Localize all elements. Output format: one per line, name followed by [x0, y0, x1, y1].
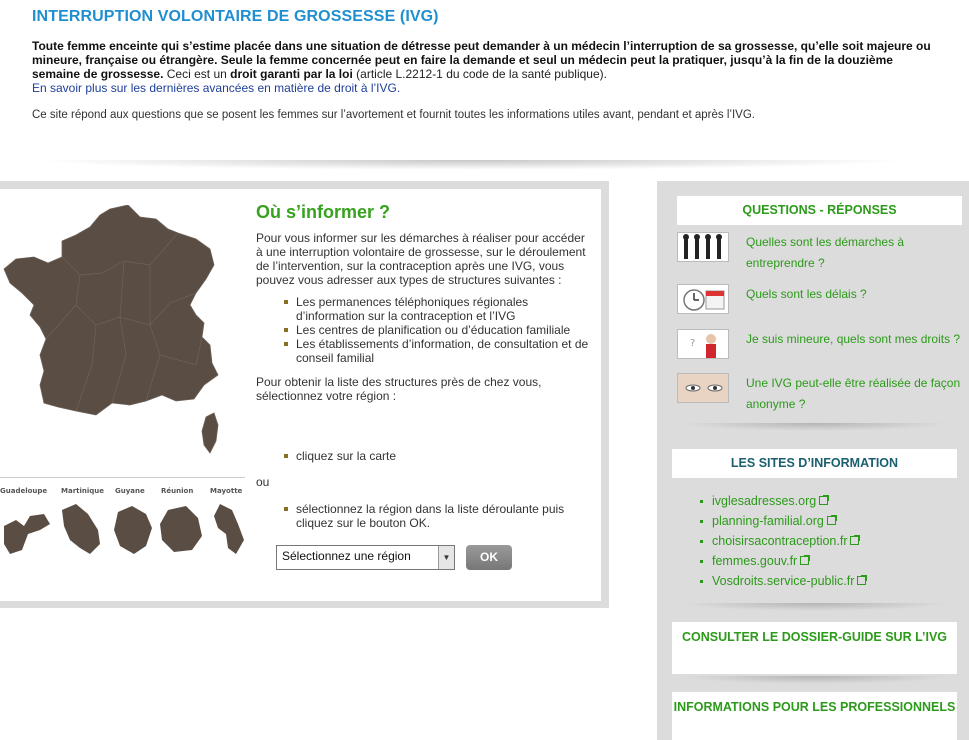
- guadeloupe-label: Guadeloupe: [0, 487, 48, 495]
- reunion-shape[interactable]: [160, 506, 202, 552]
- site-link-text[interactable]: Vosdroits.service-public.fr: [712, 574, 855, 588]
- info-sites-list: [700, 491, 866, 591]
- girl-question-icon: [677, 329, 729, 359]
- site-description: Ce site répond aux questions que se posent les femmes sur l’avortement et fournit toutes les informations utiles avant, pendant et après l’IVG.: [32, 109, 755, 121]
- page-header: [32, 8, 932, 121]
- structure-item: Les permanences téléphoniques régionales d’information sur la contraception et l’IVG: [284, 295, 591, 323]
- site-link[interactable]: [700, 491, 866, 511]
- external-link-icon: [819, 496, 828, 505]
- option-select-list-text: sélectionnez la région dans la liste déroulante puis cliquez sur le bouton OK.: [296, 502, 565, 530]
- corsica-shape[interactable]: [202, 413, 218, 453]
- or-text: ou: [256, 475, 270, 489]
- option-click-map: [284, 449, 584, 463]
- intro-bold-law: droit garanti par la loi: [230, 67, 353, 81]
- site-link-text[interactable]: femmes.gouv.fr: [712, 554, 798, 568]
- external-link-icon: [850, 536, 859, 545]
- sites-divider: [680, 603, 950, 611]
- page-title: INTERRUPTION VOLONTAIRE DE GROSSESSE (IVG): [32, 8, 439, 25]
- guide-dossier-button[interactable]: CONSULTER LE DOSSIER-GUIDE SUR L’IVG: [672, 622, 957, 674]
- guyane-shape[interactable]: [114, 506, 152, 554]
- overseas-map[interactable]: [0, 500, 250, 560]
- sites-section-title: LES SITES D’INFORMATION: [672, 449, 957, 478]
- info-title: Où s’informer ?: [256, 202, 391, 222]
- qa-link-steps[interactable]: Quelles sont les démarches à entreprendre ?: [746, 235, 905, 270]
- site-link-text[interactable]: choisirsacontraception.fr: [712, 534, 848, 548]
- intro-text: [32, 39, 932, 81]
- region-select-value: Sélectionnez une région: [282, 549, 411, 563]
- calendar-clock-icon: [677, 284, 729, 314]
- region-instruction: Pour obtenir la liste des structures près de chez vous, sélectionnez votre région :: [256, 375, 542, 403]
- qa-item-minor[interactable]: [677, 329, 967, 365]
- info-intro: Pour vous informer sur les démarches à réaliser pour accéder à une interruption volontaire de grossesse, sur le déroulement de l’intervention, sur la contraception après une IVG, vous pouvez vous adresser aux types de structures suivantes :: [256, 231, 586, 287]
- site-link-text[interactable]: planning-familial.org: [712, 514, 824, 528]
- qa-link-deadlines[interactable]: Quels sont les délais ?: [746, 287, 867, 301]
- qa-item-deadlines[interactable]: [677, 284, 967, 320]
- intro-plain-1: Ceci est un: [163, 67, 231, 81]
- region-select[interactable]: [276, 545, 455, 570]
- intro-plain-2: (article L.2212-1 du code de la santé publique).: [352, 67, 607, 81]
- option-select-list: [284, 502, 584, 530]
- chevron-down-icon[interactable]: ▼: [438, 546, 454, 569]
- martinique-label: Martinique: [61, 487, 105, 495]
- guadeloupe-shape[interactable]: [4, 514, 50, 554]
- site-link[interactable]: [700, 511, 866, 531]
- mayotte-label: Mayotte: [210, 487, 243, 495]
- intro-bold-text: Toute femme enceinte qui s’estime placée dans une situation de détresse peut demander à un médecin l’interruption de sa grossesse, qu’elle soit majeure ou mineure, française ou étrangère. Seule la femme concernée peut en faire la demande et seul un médecin peut la pratiquer, jusqu’à la fin de la douzième semaine de grossesse.: [32, 39, 931, 81]
- where-to-get-info: [256, 202, 591, 403]
- site-link[interactable]: [700, 531, 866, 551]
- header-divider: [30, 160, 910, 170]
- qa-section-title: QUESTIONS - RÉPONSES: [677, 196, 962, 225]
- guyane-label: Guyane: [115, 487, 145, 495]
- structure-item: Les centres de planification ou d’éducation familiale: [284, 323, 591, 337]
- qa-divider: [680, 423, 950, 431]
- structure-item: Les établissements d’information, de consultation et de conseil familial: [284, 337, 591, 365]
- qa-link-minor[interactable]: Je suis mineure, quels sont mes droits ?: [746, 332, 961, 346]
- site-link[interactable]: [700, 551, 866, 571]
- professionals-button[interactable]: INFORMATIONS POUR LES PROFESSIONNELS: [672, 692, 957, 740]
- france-map[interactable]: [0, 205, 245, 465]
- guide-divider: [680, 676, 950, 684]
- ok-button[interactable]: OK: [466, 545, 512, 570]
- mayotte-shape[interactable]: [214, 504, 244, 554]
- martinique-shape[interactable]: [62, 504, 100, 554]
- site-link-text[interactable]: ivglesadresses.org: [712, 494, 817, 508]
- reunion-label: Réunion: [161, 487, 194, 495]
- option-click-map-text: cliquez sur la carte: [296, 449, 397, 463]
- svg-text:?: ?: [690, 338, 696, 349]
- women-silhouettes-icon: [677, 232, 729, 262]
- qa-link-anonymous[interactable]: Une IVG peut-elle être réalisée de façon anonyme ?: [746, 376, 961, 411]
- eyes-icon: [677, 373, 729, 403]
- qa-item-anonymous[interactable]: [677, 373, 967, 409]
- overseas-divider: [0, 477, 245, 478]
- france-mainland-shape[interactable]: [4, 205, 218, 415]
- rights-link[interactable]: En savoir plus sur les dernières avancées en matière de droit à l’IVG.: [32, 81, 401, 95]
- external-link-icon: [827, 516, 836, 525]
- qa-item-steps[interactable]: [677, 232, 967, 268]
- external-link-icon: [857, 576, 866, 585]
- site-link[interactable]: [700, 571, 866, 591]
- external-link-icon: [800, 556, 809, 565]
- structure-list: [284, 295, 591, 365]
